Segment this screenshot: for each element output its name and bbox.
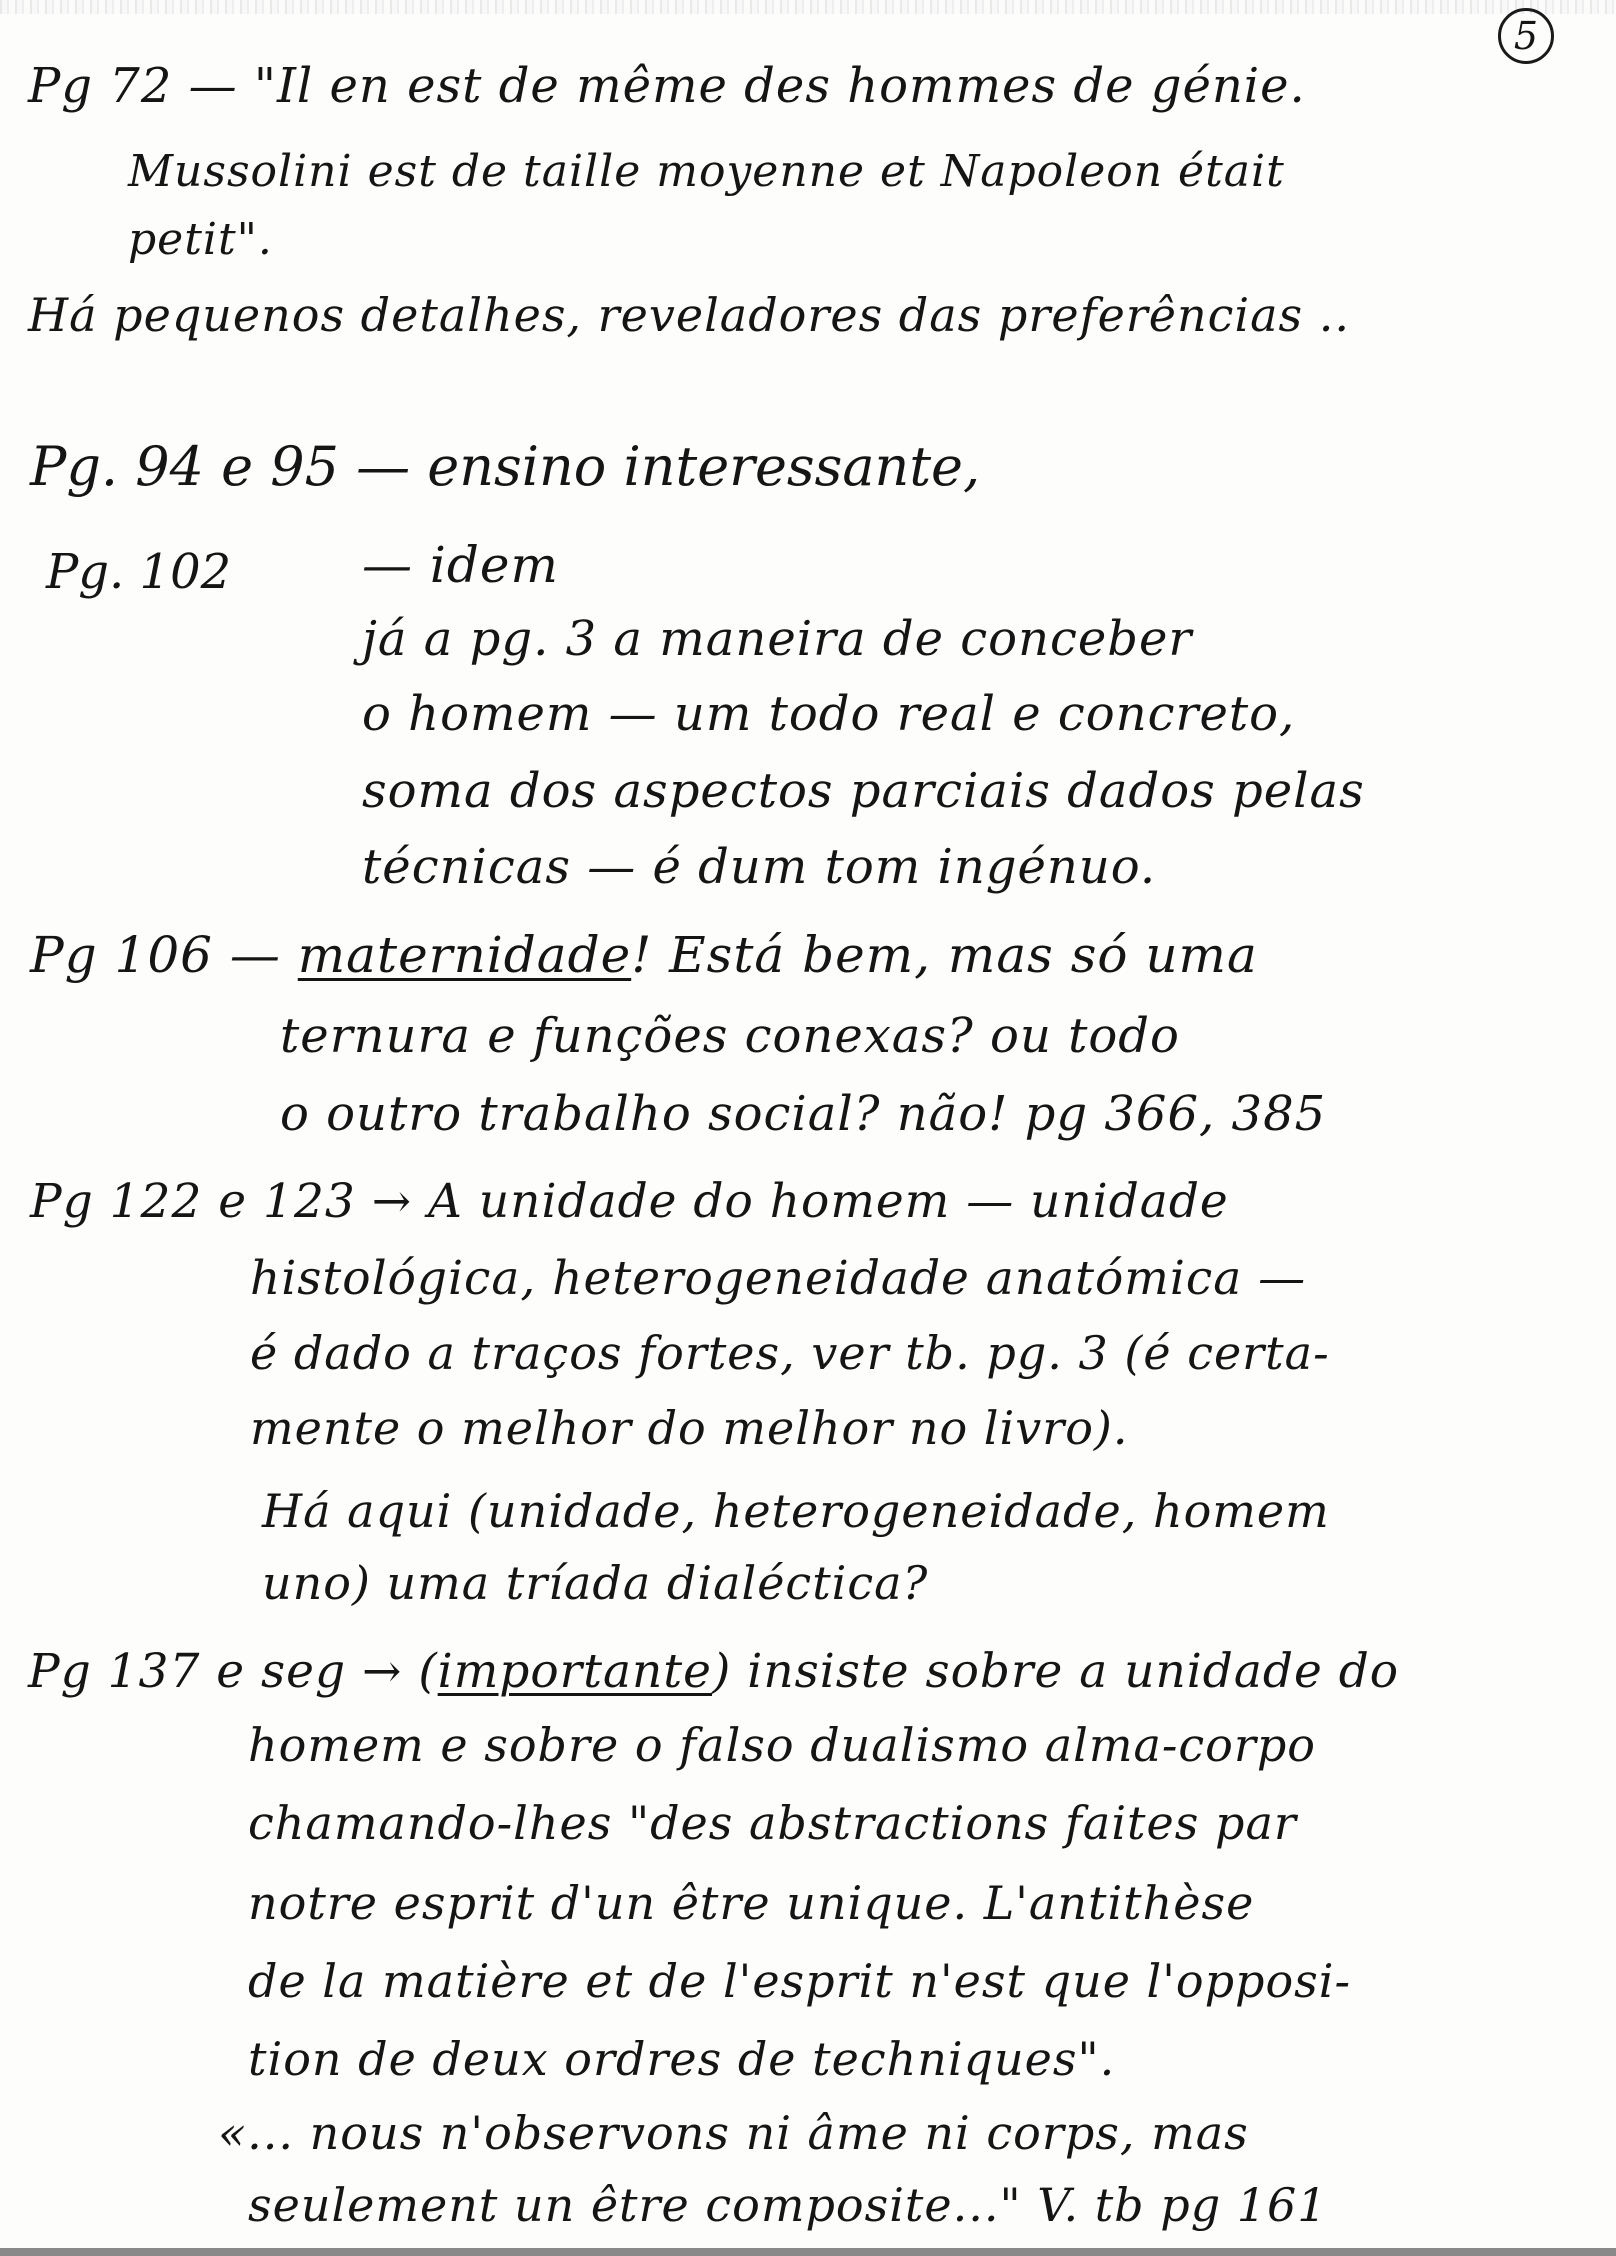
note-line: — idem — [362, 536, 559, 594]
note-text: ! Está bem, mas só uma — [631, 926, 1258, 984]
scan-noise-top — [0, 0, 1616, 14]
note-line: já a pg. 3 a maneira de conceber — [362, 611, 1193, 667]
note-line: técnicas — é dum tom ingénuo. — [362, 839, 1157, 895]
page-reference: Pg. 102 — [46, 544, 232, 600]
note-line: chamando-lhes "des abstractions faites par — [248, 1796, 1297, 1850]
note-line: Pg. 94 e 95 — ensino interessante, — [30, 435, 981, 498]
underlined-term: maternidade — [297, 926, 632, 984]
note-line: soma dos aspectos parciais dados pelas — [362, 763, 1365, 819]
note-line: o outro trabalho social? não! pg 366, 385 — [280, 1086, 1327, 1142]
note-line: notre esprit d'un être unique. L'antithèse — [248, 1876, 1255, 1930]
note-line: Pg 72 — "Il en est de même des hommes de génie. — [28, 58, 1306, 114]
underlined-term: importante — [437, 1644, 713, 1699]
note-line: histológica, heterogeneidade anatómica — — [250, 1251, 1307, 1306]
page-number: 5 — [1498, 8, 1554, 64]
note-line: de la matière et de l'esprit n'est que l'opposi- — [248, 1954, 1352, 2008]
note-line: Há aqui (unidade, heterogeneidade, homem — [262, 1484, 1330, 1538]
note-line: «... nous n'observons ni âme ni corps, mas — [218, 2106, 1249, 2160]
note-line: petit". — [128, 214, 273, 265]
note-line: Há pequenos detalhes, reveladores das preferências .. — [28, 288, 1351, 342]
note-line: uno) uma tríada dialéctica? — [262, 1556, 929, 1610]
note-line: mente o melhor do melhor no livro). — [250, 1401, 1129, 1455]
note-line: tion de deux ordres de techniques". — [248, 2032, 1116, 2086]
note-line: Pg 122 e 123 → A unidade do homem — unidade — [30, 1174, 1229, 1229]
note-line — [30, 926, 1258, 984]
note-line: o homem — um todo real e concreto, — [362, 686, 1296, 742]
page-reference: Pg 106 — — [30, 926, 298, 984]
scan-edge-bottom — [0, 2248, 1616, 2256]
note-line: é dado a traços fortes, ver tb. pg. 3 (é certa- — [250, 1326, 1330, 1380]
page-reference: Pg 137 e seg → ( — [28, 1644, 438, 1699]
note-line: ternura e funções conexas? ou todo — [280, 1008, 1180, 1064]
note-text: ) insiste sobre a unidade do — [712, 1644, 1400, 1699]
note-line — [28, 1644, 1400, 1699]
note-line: seulement un être composite..." V. tb pg 161 — [248, 2178, 1328, 2232]
note-line: homem e sobre o falso dualismo alma-corpo — [248, 1718, 1317, 1772]
note-line: Mussolini est de taille moyenne et Napoleon était — [128, 146, 1285, 197]
